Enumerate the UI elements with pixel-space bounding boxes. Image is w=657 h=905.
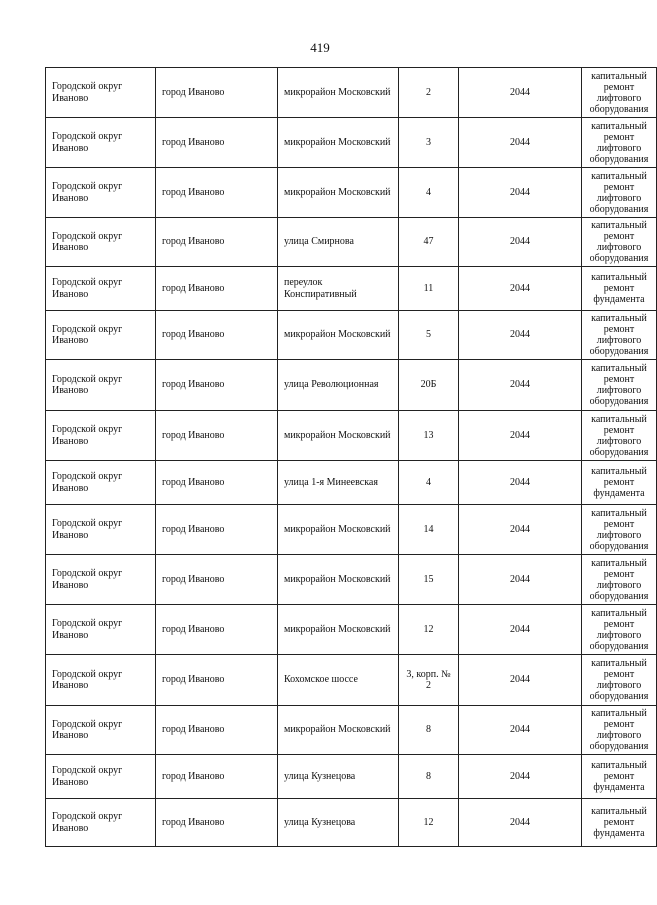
table-row bbox=[46, 168, 657, 218]
work-type-cell: капитальный ремонт лифтового оборудования bbox=[582, 655, 657, 706]
table-row bbox=[46, 360, 657, 411]
municipal-district-cell: Городской округ Иваново bbox=[46, 505, 156, 555]
municipal-district-cell: Городской округ Иваново bbox=[46, 605, 156, 655]
street-cell: микрорайон Московский bbox=[278, 555, 399, 605]
settlement-cell: город Иваново bbox=[156, 706, 278, 755]
settlement-cell: город Иваново bbox=[156, 655, 278, 706]
house-number-cell: 3, корп. № 2 bbox=[399, 655, 459, 706]
settlement-cell: город Иваново bbox=[156, 555, 278, 605]
page-number: 419 bbox=[310, 40, 330, 55]
municipal-district-cell: Городской округ Иваново bbox=[46, 168, 156, 218]
street-cell: микрорайон Московский bbox=[278, 605, 399, 655]
street-cell: микрорайон Московский bbox=[278, 311, 399, 360]
house-number-cell: 14 bbox=[399, 505, 459, 555]
house-number-cell: 5 bbox=[399, 311, 459, 360]
house-number-cell: 2 bbox=[399, 68, 459, 118]
year-cell: 2044 bbox=[459, 118, 582, 168]
year-cell: 2044 bbox=[459, 461, 582, 505]
table-body bbox=[46, 68, 657, 847]
municipal-district-cell: Городской округ Иваново bbox=[46, 218, 156, 267]
table-row bbox=[46, 118, 657, 168]
municipal-district-cell: Городской округ Иваново bbox=[46, 267, 156, 311]
house-number-cell: 12 bbox=[399, 799, 459, 847]
municipal-district-cell: Городской округ Иваново bbox=[46, 360, 156, 411]
municipal-district-cell: Городской округ Иваново bbox=[46, 68, 156, 118]
table-row bbox=[46, 555, 657, 605]
settlement-cell: город Иваново bbox=[156, 267, 278, 311]
municipal-district-cell: Городской округ Иваново bbox=[46, 655, 156, 706]
municipal-district-cell: Городской округ Иваново bbox=[46, 706, 156, 755]
table-row bbox=[46, 68, 657, 118]
street-cell: улица Кузнецова bbox=[278, 799, 399, 847]
table-row bbox=[46, 799, 657, 847]
work-type-cell: капитальный ремонт лифтового оборудования bbox=[582, 68, 657, 118]
year-cell: 2044 bbox=[459, 655, 582, 706]
settlement-cell: город Иваново bbox=[156, 461, 278, 505]
street-cell: микрорайон Московский bbox=[278, 68, 399, 118]
work-type-cell: капитальный ремонт лифтового оборудования bbox=[582, 118, 657, 168]
year-cell: 2044 bbox=[459, 267, 582, 311]
house-number-cell: 4 bbox=[399, 461, 459, 505]
table-row bbox=[46, 706, 657, 755]
street-cell: переулок Конспиративный bbox=[278, 267, 399, 311]
settlement-cell: город Иваново bbox=[156, 68, 278, 118]
house-number-cell: 47 bbox=[399, 218, 459, 267]
year-cell: 2044 bbox=[459, 755, 582, 799]
street-cell: улица Кузнецова bbox=[278, 755, 399, 799]
house-number-cell: 11 bbox=[399, 267, 459, 311]
table-row bbox=[46, 411, 657, 461]
municipal-district-cell: Городской округ Иваново bbox=[46, 755, 156, 799]
work-type-cell: капитальный ремонт фундамента bbox=[582, 755, 657, 799]
street-cell: Кохомское шоссе bbox=[278, 655, 399, 706]
work-type-cell: капитальный ремонт лифтового оборудования bbox=[582, 218, 657, 267]
house-number-cell: 13 bbox=[399, 411, 459, 461]
settlement-cell: город Иваново bbox=[156, 605, 278, 655]
work-type-cell: капитальный ремонт лифтового оборудования bbox=[582, 168, 657, 218]
settlement-cell: город Иваново bbox=[156, 168, 278, 218]
house-number-cell: 8 bbox=[399, 755, 459, 799]
work-type-cell: капитальный ремонт лифтового оборудования bbox=[582, 555, 657, 605]
repair-register-table bbox=[45, 67, 657, 847]
street-cell: микрорайон Московский bbox=[278, 505, 399, 555]
settlement-cell: город Иваново bbox=[156, 755, 278, 799]
work-type-cell: капитальный ремонт лифтового оборудования bbox=[582, 706, 657, 755]
work-type-cell: капитальный ремонт лифтового оборудования bbox=[582, 605, 657, 655]
year-cell: 2044 bbox=[459, 505, 582, 555]
year-cell: 2044 bbox=[459, 218, 582, 267]
house-number-cell: 15 bbox=[399, 555, 459, 605]
settlement-cell: город Иваново bbox=[156, 411, 278, 461]
settlement-cell: город Иваново bbox=[156, 505, 278, 555]
year-cell: 2044 bbox=[459, 605, 582, 655]
municipal-district-cell: Городской округ Иваново bbox=[46, 411, 156, 461]
work-type-cell: капитальный ремонт лифтового оборудования bbox=[582, 311, 657, 360]
year-cell: 2044 bbox=[459, 555, 582, 605]
settlement-cell: город Иваново bbox=[156, 218, 278, 267]
house-number-cell: 12 bbox=[399, 605, 459, 655]
work-type-cell: капитальный ремонт лифтового оборудования bbox=[582, 411, 657, 461]
street-cell: улица Смирнова bbox=[278, 218, 399, 267]
settlement-cell: город Иваново bbox=[156, 118, 278, 168]
house-number-cell: 8 bbox=[399, 706, 459, 755]
house-number-cell: 20Б bbox=[399, 360, 459, 411]
work-type-cell: капитальный ремонт лифтового оборудования bbox=[582, 360, 657, 411]
street-cell: микрорайон Московский bbox=[278, 118, 399, 168]
municipal-district-cell: Городской округ Иваново bbox=[46, 799, 156, 847]
table-row bbox=[46, 505, 657, 555]
year-cell: 2044 bbox=[459, 68, 582, 118]
table-row bbox=[46, 605, 657, 655]
settlement-cell: город Иваново bbox=[156, 360, 278, 411]
work-type-cell: капитальный ремонт фундамента bbox=[582, 267, 657, 311]
year-cell: 2044 bbox=[459, 706, 582, 755]
table-row bbox=[46, 655, 657, 706]
house-number-cell: 3 bbox=[399, 118, 459, 168]
street-cell: микрорайон Московский bbox=[278, 411, 399, 461]
work-type-cell: капитальный ремонт фундамента bbox=[582, 461, 657, 505]
table-row bbox=[46, 461, 657, 505]
street-cell: улица Революционная bbox=[278, 360, 399, 411]
table-row bbox=[46, 311, 657, 360]
year-cell: 2044 bbox=[459, 411, 582, 461]
municipal-district-cell: Городской округ Иваново bbox=[46, 118, 156, 168]
street-cell: микрорайон Московский bbox=[278, 168, 399, 218]
year-cell: 2044 bbox=[459, 311, 582, 360]
street-cell: улица 1-я Минеевская bbox=[278, 461, 399, 505]
year-cell: 2044 bbox=[459, 168, 582, 218]
settlement-cell: город Иваново bbox=[156, 799, 278, 847]
work-type-cell: капитальный ремонт лифтового оборудования bbox=[582, 505, 657, 555]
settlement-cell: город Иваново bbox=[156, 311, 278, 360]
year-cell: 2044 bbox=[459, 799, 582, 847]
year-cell: 2044 bbox=[459, 360, 582, 411]
municipal-district-cell: Городской округ Иваново bbox=[46, 311, 156, 360]
street-cell: микрорайон Московский bbox=[278, 706, 399, 755]
table-row bbox=[46, 218, 657, 267]
municipal-district-cell: Городской округ Иваново bbox=[46, 461, 156, 505]
table-row bbox=[46, 267, 657, 311]
work-type-cell: капитальный ремонт фундамента bbox=[582, 799, 657, 847]
house-number-cell: 4 bbox=[399, 168, 459, 218]
municipal-district-cell: Городской округ Иваново bbox=[46, 555, 156, 605]
table-row bbox=[46, 755, 657, 799]
